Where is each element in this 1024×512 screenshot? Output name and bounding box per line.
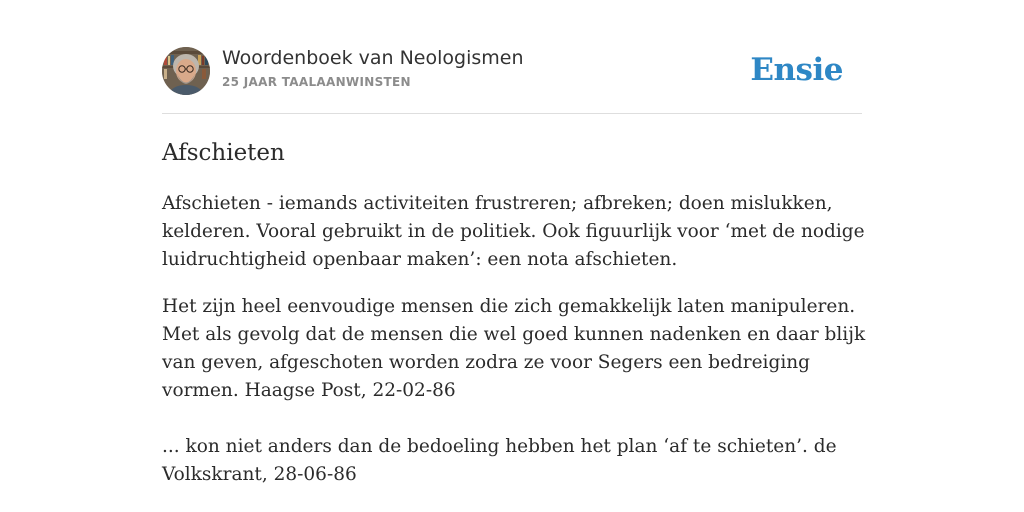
brand-logo[interactable]: Ensie <box>750 52 843 88</box>
entry-quote: Het zijn heel eenvoudige mensen die zich gemakkelijk laten manipuleren. Met als gevolg dat de mensen die wel goed kunnen nadenken en daar blijk van geven, afgeschoten worden zodra ze voor Segers een bedreiging vormen. Haagse Post, 22-02-86 <box>162 296 866 401</box>
author-subtitle: 25 JAAR TAALAANWINSTEN <box>222 75 411 89</box>
header <box>162 46 862 96</box>
entry-definition: Afschieten - iemands activiteiten frustreren; afbreken; doen mislukken, kelderen. Vooral gebruikt in de politiek. Ook figuurlijk voor ‘met de nodige luidruchtigheid openbaar maken’: een nota afschieten. <box>162 193 865 270</box>
entry-title: Afschieten <box>162 140 285 166</box>
author-portrait-icon <box>162 47 210 95</box>
avatar[interactable] <box>162 47 210 95</box>
header-divider <box>162 113 862 114</box>
page-container <box>162 0 866 512</box>
entry-quote: ... kon niet anders dan de bedoeling hebben het plan ‘af te schieten’. de Volkskrant, 28-06-86 <box>162 436 837 485</box>
author-name[interactable]: Woordenboek van Neologismen <box>222 47 524 69</box>
